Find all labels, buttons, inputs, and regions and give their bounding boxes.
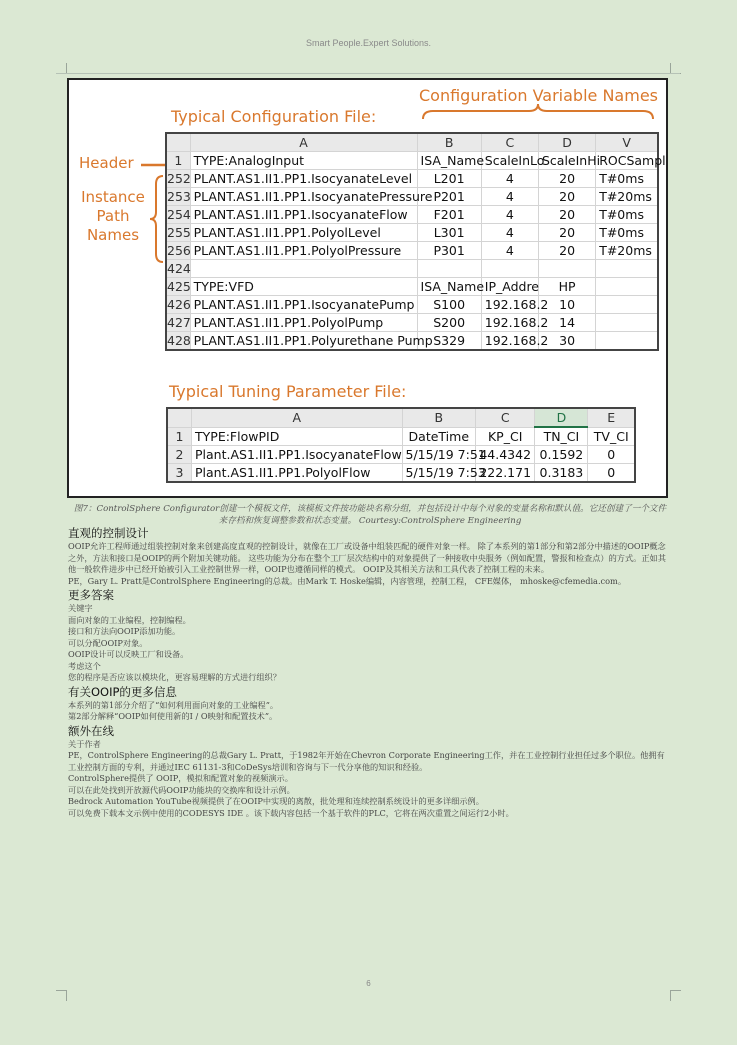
row-number[interactable]: 424 [167, 261, 191, 276]
table-cell[interactable]: IP_Addre [481, 278, 538, 296]
column-header-row [167, 408, 635, 427]
column-header[interactable]: B [417, 133, 481, 152]
variable-names-brace [421, 103, 655, 121]
page-number: 6 [366, 979, 371, 988]
table-cell[interactable]: ROCSampl [596, 152, 658, 170]
table-cell[interactable]: T#0ms [596, 170, 658, 188]
table-cell[interactable]: P301 [417, 242, 481, 260]
row-number[interactable]: 3 [167, 464, 192, 483]
table-cell[interactable]: TYPE:VFD [190, 278, 417, 296]
table-cell[interactable] [596, 260, 658, 278]
table-cell[interactable]: PLANT.AS1.II1.PP1.PolyolLevel [190, 224, 417, 242]
table-cell[interactable]: DateTime [402, 427, 476, 446]
table-cell[interactable]: 20 [538, 170, 595, 188]
row-number[interactable]: 256 [167, 243, 191, 258]
table-cell[interactable]: T#20ms [596, 188, 658, 206]
table-cell[interactable]: 0.1592 [535, 446, 588, 464]
column-header[interactable]: B [402, 408, 476, 427]
table-row [166, 224, 658, 242]
paragraph: OOIP设计可以反映工厂和设备。 [68, 649, 189, 659]
table-cell[interactable]: T#0ms [596, 224, 658, 242]
table-row [166, 314, 658, 332]
row-number[interactable]: 1 [166, 152, 190, 170]
table-cell[interactable]: TYPE:AnalogInput [190, 152, 417, 170]
table-cell[interactable]: ScaleInLo [481, 152, 538, 170]
table-cell[interactable]: T#20ms [596, 242, 658, 260]
table-cell[interactable] [481, 260, 538, 278]
row-number[interactable]: 427 [167, 315, 191, 330]
table-row [166, 332, 658, 351]
config-file-title: Typical Configuration File: [171, 107, 377, 126]
table-row [166, 296, 658, 314]
page-header: Smart People.Expert Solutions. [305, 38, 432, 48]
paragraph: PE，Gary L. Pratt是ControlSphere Engineering的总裁。由Mark T. Hoske编辑，内容管理，控制工程， CFE媒体， mhoske@cfemedia.com。 [68, 575, 627, 586]
paragraph: PE，ControlSphere Engineering的总裁Gary L. Pratt，于1982年开始在Chevron Corporate Engineering工作，并在工业控制行业担任过多个职位。他拥有工业控制方面的专利，并通过IEC 61131-3和CoDeSys培训和咨询与下一代分享他的知识和经验。 [68, 750, 665, 772]
paragraph: ControlSphere提供了 OOIP，模拟和配置对象的视频演示。 [68, 773, 293, 783]
table-row [166, 242, 658, 260]
paragraph: 关键字 [68, 603, 93, 613]
table-cell[interactable]: 222.171 [476, 464, 535, 483]
table-row [166, 278, 658, 296]
figure-caption: 图7：ControlSphere Configurator创建一个模板文件，该模板文件按功能块名称分组，并包括设计中每个对象的变量名称和默认值。它还创建了一个文件来存档和恢复调整参数和状态变量。 Courtesy:ControlSphere Engineering [73, 504, 667, 526]
row-number[interactable]: 252 [167, 171, 191, 186]
table-cell[interactable]: 4 [481, 224, 538, 242]
crop-mark-bottom-right [670, 990, 681, 1001]
table-cell[interactable]: PLANT.AS1.II1.PP1.IsocyanateLevel [190, 170, 417, 188]
table-cell[interactable] [538, 260, 595, 278]
table-cell[interactable] [596, 278, 658, 296]
column-header-selected[interactable]: D [535, 408, 588, 427]
table-cell[interactable]: PLANT.AS1.II1.PP1.IsocyanatePressure [190, 188, 417, 206]
table-cell[interactable]: 0.3183 [535, 464, 588, 483]
table-cell[interactable]: P201 [417, 188, 481, 206]
table-cell[interactable]: 30 [538, 332, 595, 351]
table-cell[interactable] [596, 332, 658, 351]
table-cell[interactable]: S200 [417, 314, 481, 332]
table-cell[interactable]: 4 [481, 170, 538, 188]
column-header[interactable]: V [596, 133, 658, 152]
instance-path-label: Instance Path Names [81, 188, 145, 244]
row-number[interactable]: 428 [167, 333, 191, 348]
table-cell[interactable]: TV_CI [588, 427, 635, 446]
table-cell[interactable]: 4 [481, 206, 538, 224]
paragraph: 您的程序是否应该以模块化，更容易理解的方式进行组织？ [68, 672, 281, 682]
table-row [166, 170, 658, 188]
table-cell[interactable] [596, 314, 658, 332]
table-row [166, 206, 658, 224]
table-cell[interactable]: PLANT.AS1.II1.PP1.IsocyanatePump [190, 296, 417, 314]
table-cell[interactable]: 10 [538, 296, 595, 314]
header-rule [56, 73, 680, 74]
table-cell[interactable]: 4 [481, 242, 538, 260]
paragraph: 可以免费下载本文示例中使用的CODESYS IDE 。该下载内容包括一个基于软件的PLC，它将在两次重置之间运行2小时。 [68, 807, 514, 818]
table-cell[interactable]: 20 [538, 206, 595, 224]
table-cell[interactable]: Plant.AS1.II1.PP1.IsocyanateFlow [192, 446, 402, 464]
table-cell[interactable]: 192.168.2 [481, 296, 538, 314]
paragraph: 可以分配OOIP对象。 [68, 637, 148, 648]
paragraph: 面向对象的工业编程，控制编程。 [68, 614, 191, 625]
row-number[interactable]: 254 [167, 207, 191, 222]
table-cell[interactable] [417, 260, 481, 278]
table-row [167, 427, 635, 446]
table-cell[interactable]: 192.168.2 [481, 332, 538, 351]
table-cell[interactable]: TN_CI [535, 427, 588, 446]
table-cell[interactable]: 5/15/19 7:51 [402, 446, 476, 464]
table-row [167, 464, 635, 483]
table-cell[interactable]: PLANT.AS1.II1.PP1.PolyolPump [190, 314, 417, 332]
paragraph: Bedrock Automation YouTube视频提供了在OOIP中实现的离散，批处理和连续控制系统设计的更多详细示例。 [68, 796, 484, 806]
figure [67, 78, 668, 498]
table-cell[interactable] [190, 260, 417, 278]
table-cell[interactable]: T#0ms [596, 206, 658, 224]
table-cell[interactable]: KP_CI [476, 427, 535, 446]
row-number[interactable]: 255 [167, 225, 191, 240]
paragraph: 接口和方法向OOIP添加功能。 [68, 626, 181, 636]
header-label: Header [79, 154, 134, 172]
table-cell[interactable]: S100 [417, 296, 481, 314]
table-row [166, 188, 658, 206]
column-header-row [166, 133, 658, 152]
section-heading: 更多答案 [68, 588, 114, 602]
row-number[interactable]: 1 [167, 427, 192, 446]
table-cell[interactable]: PLANT.AS1.II1.PP1.PolyolPressure [190, 242, 417, 260]
table-cell[interactable]: TYPE:FlowPID [192, 427, 402, 446]
column-header[interactable]: C [481, 133, 538, 152]
column-header[interactable]: E [588, 408, 635, 427]
table-cell[interactable]: 4 [481, 188, 538, 206]
paragraph: 本系列的第1部分介绍了“如何利用面向对象的工业编程”。 [68, 699, 279, 710]
column-header[interactable]: D [538, 133, 595, 152]
table-cell[interactable]: 0 [588, 464, 635, 483]
column-header[interactable]: C [476, 408, 535, 427]
variable-names-label: Configuration Variable Names [419, 86, 658, 105]
table-cell[interactable]: Plant.AS1.II1.PP1.PolyolFlow [192, 464, 402, 483]
table-cell[interactable] [596, 296, 658, 314]
paragraph: 关于作者 [68, 738, 101, 749]
section-heading: 有关OOIP的更多信息 [68, 684, 177, 699]
table-cell[interactable]: S329 [417, 332, 481, 351]
table-cell[interactable]: 44.4342 [476, 446, 535, 464]
table-cell[interactable]: L301 [417, 224, 481, 242]
table-cell[interactable]: 20 [538, 242, 595, 260]
table-cell[interactable]: 192.168.2 [481, 314, 538, 332]
paragraph: 可以在此处找到开放源代码OOIP功能块的交换库和设计示例。 [68, 784, 295, 795]
table-cell[interactable]: ISA_Name [417, 152, 481, 170]
table-cell[interactable]: 20 [538, 188, 595, 206]
article-body [68, 525, 668, 819]
table-cell[interactable]: PLANT.AS1.II1.PP1.IsocyanateFlow [190, 206, 417, 224]
paragraph: OOIP允许工程师通过组装控制对象来创建高度直观的控制设计，就像在工厂或设备中组装匹配的硬件对象一样。 除了本系列的第1部分和第2部分中描述的OOIP概念之外，方法和接口是OOIP的两个附加关键功能。 这些功能为分布在整个工厂层次结构中的对象提供了一种接收中央服务（例如配置，警报和检查点）的方式。正如其他一般软件进步中已经开始被引入工业控制世界一样，OOIP也遵循同样的模式。 OOIP及其相关方法和工具代表了控制工程的未来。 [68, 541, 666, 574]
row-number[interactable]: 253 [167, 189, 191, 204]
select-all-corner[interactable] [167, 408, 192, 427]
column-header[interactable]: A [190, 133, 417, 152]
select-all-corner[interactable] [166, 133, 190, 152]
row-number[interactable]: 2 [167, 446, 192, 464]
row-number[interactable]: 425 [167, 279, 191, 294]
table-cell[interactable]: 20 [538, 224, 595, 242]
table-cell[interactable]: 14 [538, 314, 595, 332]
table-cell[interactable]: PLANT.AS1.II1.PP1.Polyurethane Pump [190, 332, 417, 351]
crop-mark-bottom-left [56, 990, 67, 1001]
table-cell[interactable]: F201 [417, 206, 481, 224]
paragraph: 第2部分解释“OOIP如何使用新的I / O映射和配置技术”。 [68, 711, 278, 721]
section-heading: 直观的控制设计 [68, 526, 149, 540]
table-row [166, 152, 658, 170]
table-cell[interactable]: L201 [417, 170, 481, 188]
tuning-file-title: Typical Tuning Parameter File: [169, 382, 407, 401]
config-file-table [165, 132, 666, 351]
table-cell[interactable]: ScaleInHi [538, 152, 595, 170]
section-heading: 额外在线 [68, 723, 114, 738]
paragraph: 考虑这个 [68, 660, 101, 671]
column-header[interactable]: A [192, 408, 402, 427]
table-cell[interactable]: HP [538, 278, 595, 296]
row-number[interactable]: 426 [167, 297, 191, 312]
table-row [167, 446, 635, 464]
table-cell[interactable]: 0 [588, 446, 635, 464]
table-cell[interactable]: ISA_Name [417, 278, 481, 296]
table-cell[interactable]: 5/15/19 7:53 [402, 464, 476, 483]
tuning-file-table [166, 407, 636, 483]
table-row [166, 260, 658, 278]
